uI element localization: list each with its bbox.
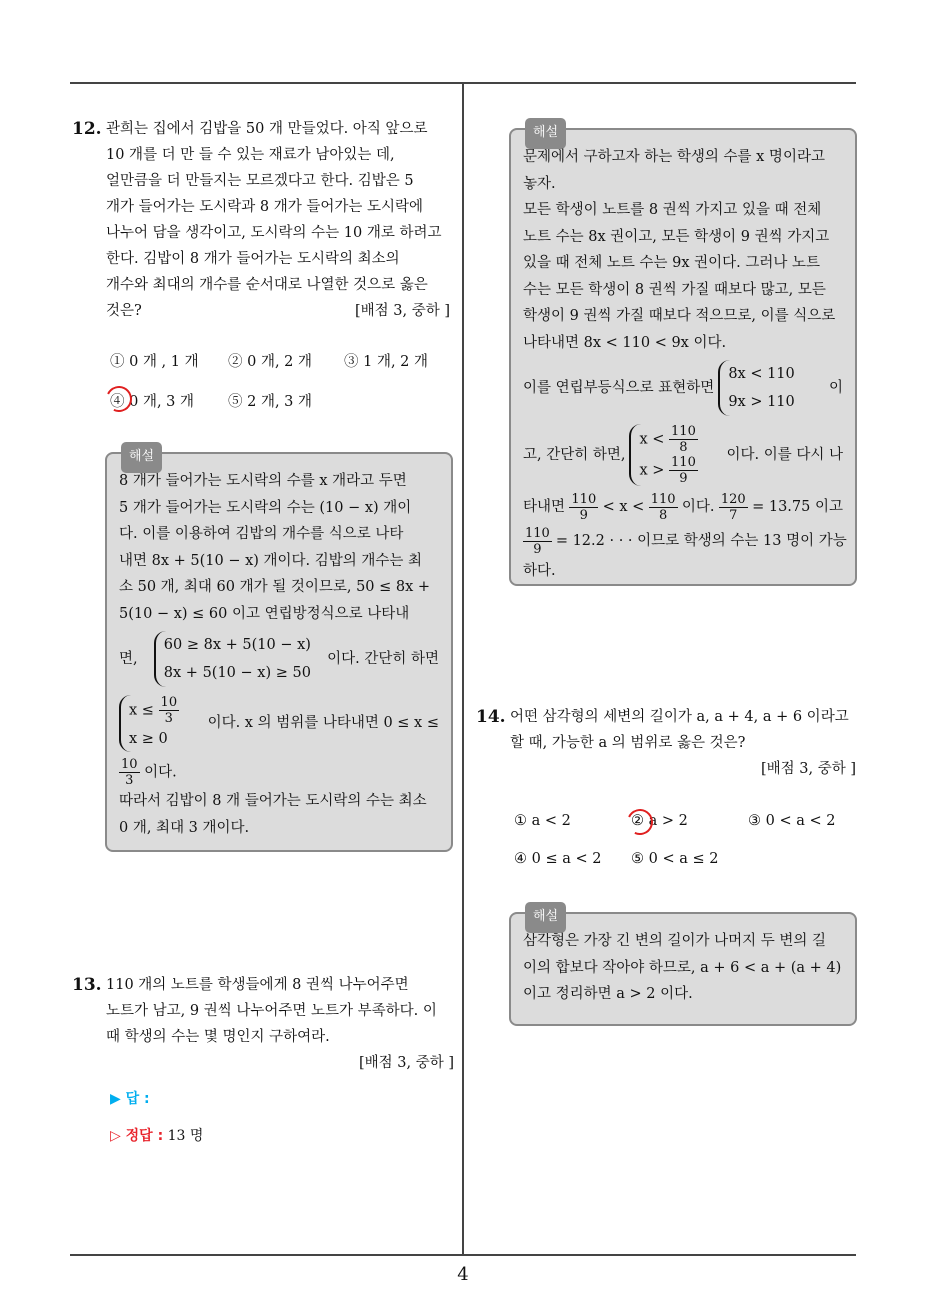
question-line: 10 개를 더 만 들 수 있는 재료가 남아있는 데, [106,147,395,163]
answer-label: ▶ 답 : [110,1091,150,1107]
column-divider [462,83,464,1255]
question-13 [72,972,454,1076]
question-number: 12. [72,119,102,139]
solution-line: 8 개가 들어가는 도시락의 수를 x 개라고 두면 [119,473,407,489]
solution-line: 타내면 $\frac{110}{9}$ < x < $\frac{110}{8}$ 이다. $\frac{120}{7}$ = 13.75 이고 [523,491,843,523]
solution-line: 모든 학생이 노트를 8 권씩 가지고 있을 때 전체 [523,202,822,218]
choice-4[interactable]: ④ 0 ≤ a < 2 [514,851,602,867]
score-label: [배점 3, 중하 ] [760,761,856,777]
solution-line: 노트 수는 8x 권이고, 모든 학생이 9 권씩 가지고 [523,228,830,245]
solution-line: 문제에서 구하고자 하는 학생의 수를 x 명이라고 [523,149,825,165]
fraction: $\frac{110}{9}$ [571,491,597,523]
choice-1[interactable]: ① a < 2 [514,813,571,829]
question-line: 한다. 김밥이 8 개가 들어가는 도시락의 최소의 [106,251,400,267]
question-14 [476,704,856,782]
choice-5[interactable]: ⑤ 2 개, 3 개 [228,394,313,410]
solution-line: 소 50 개, 최대 60 개가 될 것이므로, 50 ≤ 8x + [119,579,431,595]
solution-line-system: 면, 60 ≥ 8x + 5(10 − x) 8x + 5(10 − x) ≥ 50 이다. 간단히 하면 [119,627,439,691]
solution-line: $\frac{10}{3}$ 이다. [121,757,177,788]
fraction: $\frac{10}{3}$ [121,757,138,788]
solution-box-q12 [105,449,453,852]
choice-1[interactable]: ① 0 개 , 1 개 [110,354,199,370]
choice-3[interactable]: ③ 1 개, 2 개 [344,354,429,370]
question-text [72,972,454,1076]
choice-2[interactable]: ② a > 2 [631,813,688,829]
equation-system: 60 ≥ 8x + 5(10 − x) 8x + 5(10 − x) ≥ 50 [154,631,311,687]
question-line: 때 학생의 수는 몇 명인지 구하여라. [106,1029,330,1045]
solution-box-q14 [509,909,857,1026]
question-number: 14. [476,707,506,727]
solution-line: 내면 8x + 5(10 − x) 개이다. 김밥의 개수는 최 [119,552,423,569]
solution-line: 삼각형은 가장 긴 변의 길이가 나머지 두 변의 길 [523,933,827,949]
question-line: 할 때, 가능한 a 의 범위로 옳은 것은? [510,735,746,751]
solution-box-q13 [509,125,857,586]
solution-line-system: 이를 연립부등식으로 표현하면 8x < 110 9x > 110 이 [523,356,843,420]
fraction: $\frac{110}{9}$ [671,455,696,486]
fraction: $\frac{110}{9}$ [525,525,550,557]
choice-3[interactable]: ③ 0 < a < 2 [748,813,836,829]
question-text [72,116,452,324]
fraction: $\frac{110}{8}$ [671,424,696,455]
solution-line: 이의 합보다 작아야 하므로, a + 6 < a + (a + 4) [523,959,842,976]
question-line: 나누어 담을 생각이고, 도시락의 수는 10 개로 하려고 [106,225,442,241]
answer-mark-circle [623,805,656,838]
solution-tag: 해설 [121,442,162,473]
question-line: 개가 들어가는 도시락과 8 개가 들어가는 도시락에 [106,199,424,215]
fraction: $\frac{120}{7}$ [720,491,746,523]
solution-line: 있을 때 전체 노트 수는 9x 권이다. 그러나 노트 [523,255,821,271]
fraction: $\frac{10}{3}$ [160,694,178,726]
choice-4[interactable]: ④ 0 개, 3 개 [110,394,195,410]
solution-line: $\frac{110}{9}$ = 12.2 · · · 이므로 학생의 수는 13 명이 가능 [525,525,847,557]
question-line: 110 개의 노트를 학생들에게 8 권씩 나누어주면 [106,977,409,993]
score-label: [배점 3, 중하 ] [358,1055,454,1071]
solution-line: 다. 이를 이용하여 김밥의 개수를 식으로 나타 [119,526,404,542]
question-line: 얼만큼을 더 만들지는 모르겠다고 한다. 김밥은 5 [106,173,414,189]
question-line: 관희는 집에서 김밥을 50 개 만들었다. 아직 앞으로 [106,121,428,137]
solution-line: 수는 모든 학생이 8 권씩 가질 때보다 많고, 모든 [523,281,826,298]
page-number: 4 [457,1264,469,1285]
bottom-rule [70,1254,856,1256]
inequality-system: x ≤ $\frac{10}{3}$ x ≥ 0 [119,695,179,752]
solution-line: 5(10 − x) ≤ 60 이고 연립방정식으로 나타내 [119,605,410,622]
question-line: 노트가 남고, 9 권씩 나누어주면 노트가 부족하다. 이 [106,1003,437,1019]
question-line: 어떤 삼각형의 세변의 길이가 a, a + 4, a + 6 이라고 [510,709,849,725]
choice-5[interactable]: ⑤ 0 < a ≤ 2 [631,851,719,867]
solution-tag: 해설 [525,902,566,933]
solution-line: 나타내면 8x < 110 < 9x 이다. [523,334,727,351]
correct-answer: ▷ 정답 : 13 명 [110,1128,204,1144]
question-text [476,704,856,782]
question-line: 개수와 최대의 개수를 순서대로 나열한 것으로 옳은 [106,277,428,293]
question-number: 13. [72,975,102,995]
solution-tag: 해설 [525,118,566,149]
fraction: $\frac{110}{8}$ [650,491,676,523]
inequality-system: x < $\frac{110}{8}$ x > $\frac{110}{9}$ [629,424,697,486]
solution-line: 놓자. [523,175,556,192]
solution-line: 이고 정리하면 a > 2 이다. [523,986,693,1002]
solution-line: 학생이 9 권씩 가질 때보다 적으므로, 이를 식으로 [523,308,836,324]
solution-line-system: 고, 간단히 하면, x < $\frac{110}{8}$ x > $\frac{110}{9}$ 이다. 이를 다시 나 [523,424,843,486]
solution-line: 따라서 김밥이 8 개 들어가는 도시락의 수는 최소 [119,793,427,809]
choice-2[interactable]: ② 0 개, 2 개 [228,354,313,370]
solution-line: 0 개, 최대 3 개이다. [119,819,250,836]
question-line: 것은? [106,303,142,319]
question-12 [72,116,452,324]
solution-line-system: x ≤ $\frac{10}{3}$ x ≥ 0 이다. x 의 범위를 나타내면 0 ≤ x ≤ [119,691,439,755]
score-label: [배점 3, 중하 ] [354,303,450,319]
inequality-system: 8x < 110 9x > 110 [718,360,794,416]
solution-line: 5 개가 들어가는 도시락의 수는 (10 − x) 개이 [119,499,412,516]
solution-line: 하다. [523,563,556,579]
